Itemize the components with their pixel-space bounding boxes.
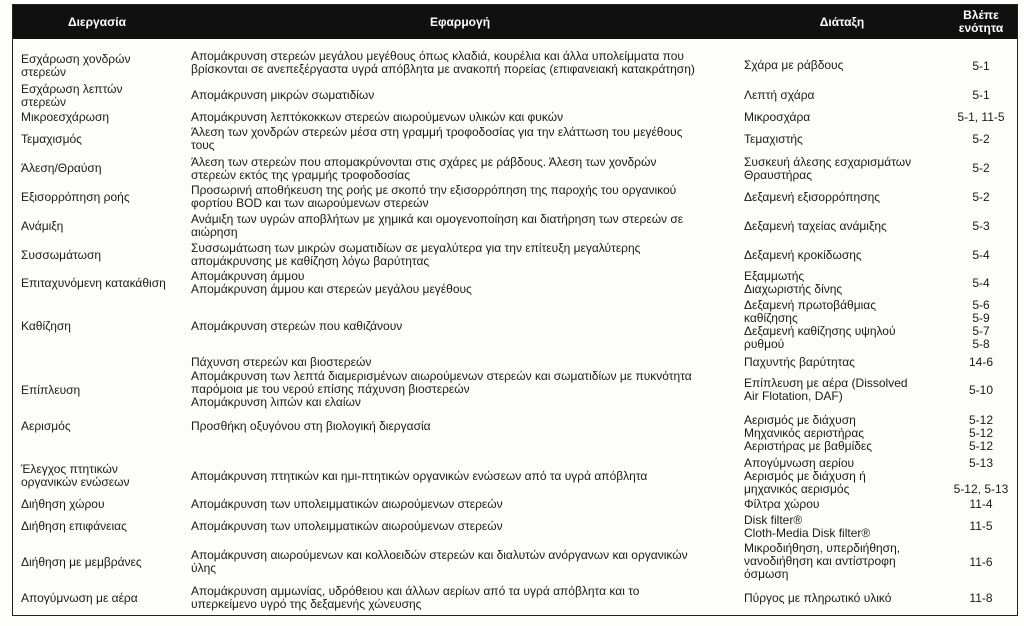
section-cell: 5-13 5-12, 5-13 — [953, 456, 1009, 496]
section-cell: 5-10 — [968, 383, 994, 397]
arrangement-cell: Μικροσχάρα — [744, 110, 811, 124]
arrangement-cell: Δεξαμενή εξισορρόπησης — [744, 190, 881, 204]
arrangement-cell: Παχυντής βαρύτητας — [744, 355, 855, 369]
application-cell: Απομάκρυνση των υπολειμματικών αιωρούμενων στερεών — [191, 497, 503, 511]
application-cell: Προσωρινή αποθήκευση της ροής με σκοπό την εξισορρόπηση της παροχής του οργανικού φορτίου BOD και των αιωρούμενων στερεών — [191, 183, 677, 210]
section-cell: 11-4 — [969, 497, 993, 511]
section-cell: 11-8 — [969, 591, 993, 605]
section-cell: 5-4 — [972, 248, 990, 262]
section-cell: 5-4 — [972, 276, 990, 290]
application-cell: Συσσωμάτωση των μικρών σωματιδίων σε μεγαλύτερα για την επίτευξη μεγαλύτερης απομάκρυνσης με καθίζηση λόγω βαρύτητας — [191, 241, 641, 268]
section-cell: 5-12 5-12 5-12 — [968, 413, 994, 453]
process-cell: Άλεση/Θραύση — [21, 161, 102, 175]
application-cell: Απομάκρυνση των λεπτά διαμερισμένων αιωρούμενων στερεών και σωματιδίων με πυκνότητα παρόμοια με του νερού επίσης πάχυνση βιοστερεών Απομάκρυνση λιπών και ελαίων — [191, 369, 692, 409]
arrangement-cell: Αερισμός με διάχυση Μηχανικός αεριστήρας Αεριστήρας με βαθμίδες — [744, 413, 873, 453]
process-cell: Έλεγχος πτητικών οργανικών ενώσεων — [21, 462, 130, 489]
section-cell: 5-1, 11-5 — [957, 110, 1005, 124]
application-cell: Απομάκρυνση στερεών που καθιζάνουν — [191, 319, 403, 333]
section-cell: 5-2 — [972, 190, 990, 204]
process-cell: Εξισορρόπηση ροής — [21, 190, 130, 204]
application-cell: Άλεση των στερεών που απομακρύνονται στις σχάρες με ράβδους. Άλεση των χονδρών στερεών εκτός της γραμμής τροφοδοσίας — [191, 155, 657, 182]
application-cell: Απομάκρυνση λεπτόκοκκων στερεών αιωρούμενων υλικών και φυκών — [191, 110, 564, 124]
process-cell: Συσσωμάτωση — [21, 248, 102, 262]
process-cell: Εσχάρωση χονδρών στερεών — [21, 52, 131, 79]
process-cell: Ανάμιξη — [21, 219, 64, 233]
arrangement-cell: Δεξαμενή ταχείας ανάμιξης — [744, 219, 887, 233]
header-arrangement: Διάταξη — [819, 14, 865, 29]
application-cell: Ανάμιξη των υγρών αποβλήτων με χημικά και ομογενοποίηση και διατήρηση των στερεών σε αιώρηση — [191, 212, 684, 239]
process-cell: Μικροεσχάρωση — [21, 110, 110, 124]
process-cell: Καθίζηση — [21, 319, 71, 333]
application-cell: Προσθήκη οξυγόνου στη βιολογική διεργασία — [191, 419, 431, 433]
section-cell: 11-6 — [969, 555, 993, 569]
arrangement-cell: Τεμαχιστής — [744, 132, 803, 146]
process-cell: Απογύμνωση με αέρα — [21, 591, 138, 605]
process-cell: Διήθηση επιφάνειας — [21, 519, 127, 533]
process-cell: Διήθηση με μεμβράνες — [21, 555, 142, 569]
arrangement-cell: Επίπλευση με αέρα (Dissolved Air Flotation, DAF) — [744, 376, 908, 403]
header-application: Εφαρμογή — [429, 14, 491, 29]
header-see-section: Βλέπε ενότητα — [958, 8, 1004, 35]
section-cell: 5-6 5-9 5-7 5-8 — [972, 298, 990, 351]
section-cell: 5-1 — [972, 59, 990, 73]
header-process: Διεργασία — [67, 14, 127, 29]
arrangement-cell: Πύργος με πληρωτικό υλικό — [744, 591, 892, 605]
application-cell: Απομάκρυνση αμμωνίας, υδρόθειου και άλλων αερίων από τα υγρά απόβλητα και το υπερκείμενο υγρό της δεξαμενής χώνευσης — [191, 584, 640, 611]
arrangement-cell: Σχάρα με ράβδους — [744, 58, 844, 72]
process-table — [12, 4, 1018, 616]
arrangement-cell: Λεπτή σχάρα — [744, 88, 815, 102]
section-cell: 11-5 — [969, 519, 993, 533]
arrangement-cell: Δεξαμενή πρωτοβάθμιας καθίζησης Δεξαμενή καθίζησης υψηλού ρυθμού — [744, 298, 896, 351]
arrangement-cell: Συσκευή άλεσης εσχαρισμάτων Θραυστήρας — [744, 155, 912, 182]
arrangement-cell: Disk filter® Cloth-Media Disk filter® — [744, 513, 871, 540]
application-cell: Απομάκρυνση άμμου Απομάκρυνση άμμου και στερεών μεγάλου μεγέθους — [191, 269, 472, 296]
arrangement-cell: Φίλτρα χώρου — [744, 497, 820, 511]
table-header — [13, 5, 1017, 39]
process-cell: Επίπλευση — [21, 383, 81, 397]
process-cell: Τεμαχισμός — [21, 132, 82, 146]
process-cell: Εσχάρωση λεπτών στερεών — [21, 82, 123, 109]
section-cell: 5-2 — [972, 132, 990, 146]
process-cell: Επιταχυνόμενη κατακάθιση — [21, 276, 166, 290]
process-cell: Διήθηση χώρου — [21, 497, 105, 511]
arrangement-cell: Μικροδιήθηση, υπερδιήθηση, νανοδιήθηση και αντίστροφη όσμωση — [744, 541, 901, 581]
arrangement-cell: Εξαμμωτής Διαχωριστής δίνης — [744, 269, 843, 296]
application-cell: Απομάκρυνση πτητικών και ημι-πτητικών οργανικών ενώσεων από τα υγρά απόβλητα — [191, 469, 648, 483]
application-cell: Απομάκρυνση των υπολειμματικών αιωρούμενων στερεών — [191, 519, 503, 533]
application-cell: Απομάκρυνση αιωρούμενων και κολλοειδών στερεών και διαλυτών ανόργανων και οργανικών ύλης — [191, 548, 688, 575]
section-cell: 5-2 — [972, 161, 990, 175]
application-cell: Άλεση των χονδρών στερεών μέσα στη γραμμή τροφοδοσίας για την ελάττωση του μεγέθους τους — [191, 125, 683, 152]
application-cell: Απομάκρυνση στερεών μεγάλου μεγέθους όπως κλαδιά, κουρέλια και άλλα υπολείμματα που βρίσκονται σε ανεπεξέργαστα υγρά απόβλητα με ανακοπή πορείας (επιφανειακή κατακράτηση) — [191, 49, 695, 76]
arrangement-cell: Απογύμνωση αερίου Αερισμός με διάχυση ή μηχανικός αερισμός — [744, 456, 866, 496]
section-cell: 14-6 — [968, 355, 994, 369]
application-cell: Πάχυνση στερεών και βιοστερεών — [191, 355, 372, 369]
section-cell: 5-3 — [972, 219, 990, 233]
application-cell: Απομάκρυνση μικρών σωματιδίων — [191, 88, 375, 102]
arrangement-cell: Δεξαμενή κροκίδωσης — [744, 248, 862, 262]
process-cell: Αερισμός — [21, 419, 71, 433]
section-cell: 5-1 — [972, 88, 990, 102]
